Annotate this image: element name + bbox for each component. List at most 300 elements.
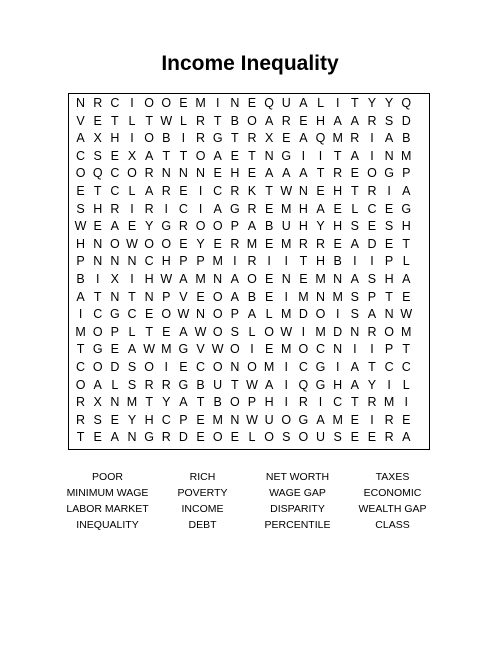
grid-letter: A <box>179 271 188 286</box>
grid-letter: O <box>195 219 206 234</box>
grid-letter: T <box>265 183 273 198</box>
grid-letter: P <box>76 254 85 269</box>
grid-letter: P <box>162 289 171 304</box>
grid-letter: E <box>144 307 154 322</box>
grid-letter: E <box>264 342 274 357</box>
grid-letter: N <box>110 395 120 410</box>
grid-letter: R <box>384 430 394 445</box>
grid-letter: E <box>110 342 120 357</box>
grid-letter: O <box>264 430 274 445</box>
grid-letter: R <box>350 131 360 146</box>
grid-letter: P <box>247 395 257 410</box>
grid-letter: I <box>164 359 169 374</box>
grid-letter: I <box>318 148 323 163</box>
grid-letter: O <box>212 324 223 339</box>
grid-letter: I <box>284 395 288 410</box>
grid-letter: G <box>315 377 326 392</box>
grid-letter: N <box>213 271 223 286</box>
grid-letter: E <box>76 183 85 198</box>
grid-letter: C <box>178 201 188 216</box>
grid-letter: N <box>264 148 274 163</box>
grid-letter: L <box>128 324 136 339</box>
grid-letter: Q <box>315 131 326 146</box>
grid-letter: O <box>247 271 257 286</box>
grid-letter: O <box>212 219 223 234</box>
grid-letter: I <box>267 254 271 269</box>
puzzle-title: Income Inequality <box>161 52 339 75</box>
grid-letter: C <box>298 359 308 374</box>
grid-letter: R <box>178 219 188 234</box>
grid-letter: E <box>350 166 359 181</box>
grid-letter: D <box>401 113 411 128</box>
word-list-item: LABOR MARKET <box>66 503 149 515</box>
word-list-item: CLASS <box>375 519 410 531</box>
grid-letter: R <box>110 201 120 216</box>
grid-letter: G <box>109 307 120 322</box>
grid-letter: O <box>161 236 172 251</box>
grid-letter: G <box>161 219 172 234</box>
grid-letter: E <box>179 96 188 110</box>
grid-letter: E <box>299 113 308 128</box>
word-list-item: TAXES <box>375 471 410 483</box>
grid-letter: H <box>230 166 240 181</box>
grid-letter: N <box>230 412 240 427</box>
grid-letter: I <box>198 201 203 216</box>
grid-row <box>72 377 432 395</box>
grid-letter: E <box>247 96 257 110</box>
grid-letter: T <box>145 324 153 339</box>
grid-letter: E <box>282 131 291 146</box>
grid-letter: A <box>110 430 120 445</box>
grid-letter: Y <box>384 96 394 110</box>
grid-letter: A <box>402 183 411 198</box>
grid-letter: R <box>333 166 343 181</box>
grid-letter: G <box>401 201 412 216</box>
grid-letter: N <box>384 307 394 322</box>
letter-grid <box>72 95 432 447</box>
grid-letter: I <box>370 342 374 357</box>
grid-letter: L <box>128 183 136 198</box>
grid-letter: A <box>333 113 342 128</box>
grid-letter: A <box>247 307 257 322</box>
grid-letter: W <box>280 183 293 198</box>
grid-letter: Q <box>264 96 274 110</box>
grid-letter: A <box>213 148 222 163</box>
grid-letter: M <box>383 395 395 410</box>
grid-letter: T <box>351 96 359 110</box>
grid-letter: O <box>144 359 154 374</box>
grid-letter: H <box>316 254 326 269</box>
grid-letter: C <box>127 307 137 322</box>
grid-letter: I <box>353 254 357 269</box>
grid-letter: I <box>284 254 288 269</box>
grid-letter: A <box>230 289 239 304</box>
grid-letter: A <box>264 166 274 181</box>
grid-letter: O <box>161 307 172 322</box>
grid-letter: I <box>198 183 203 198</box>
grid-letter: H <box>76 236 86 251</box>
grid-letter: O <box>75 377 86 392</box>
grid-letter: M <box>315 271 326 286</box>
grid-letter: B <box>402 131 411 146</box>
grid-letter: C <box>76 359 86 374</box>
grid-letter: A <box>264 377 274 392</box>
grid-letter: C <box>110 183 120 198</box>
grid-letter: L <box>179 113 187 128</box>
grid-letter: R <box>196 131 206 146</box>
grid-letter: N <box>350 324 360 339</box>
grid-letter: Q <box>401 96 412 110</box>
grid-row <box>72 394 432 412</box>
grid-letter: P <box>384 254 394 269</box>
grid-letter: W <box>74 219 87 234</box>
grid-letter: N <box>127 254 137 269</box>
grid-letter: L <box>351 201 359 216</box>
grid-letter: L <box>265 307 273 322</box>
grid-letter: B <box>333 254 342 269</box>
grid-letter: N <box>298 183 308 198</box>
grid-letter: G <box>144 430 154 445</box>
grid-letter: A <box>367 307 377 322</box>
grid-letter: T <box>179 148 188 163</box>
grid-letter: I <box>130 201 134 216</box>
grid-letter: R <box>247 131 257 146</box>
grid-letter: H <box>298 219 308 234</box>
grid-letter: H <box>264 395 274 410</box>
grid-letter: P <box>367 289 377 304</box>
grid-letter: O <box>144 236 154 251</box>
grid-letter: E <box>162 324 171 339</box>
grid-letter: E <box>333 201 342 216</box>
grid-letter: P <box>110 324 120 339</box>
grid-letter: S <box>350 219 359 234</box>
grid-letter: T <box>145 113 153 128</box>
grid-letter: G <box>298 412 309 427</box>
grid-row <box>72 113 432 131</box>
grid-letter: H <box>144 271 154 286</box>
grid-letter: R <box>93 96 103 110</box>
grid-letter: S <box>367 271 377 286</box>
word-list-item: WAGE GAP <box>269 487 326 499</box>
word-list <box>60 470 440 533</box>
grid-letter: S <box>384 113 394 128</box>
grid-row <box>72 201 432 219</box>
grid-letter: U <box>281 219 291 234</box>
grid-letter: O <box>92 359 103 374</box>
grid-letter: L <box>402 254 410 269</box>
grid-letter: T <box>351 183 359 198</box>
grid-letter: A <box>127 342 137 357</box>
grid-letter: O <box>109 236 120 251</box>
grid-letter: R <box>298 395 308 410</box>
grid-letter: H <box>316 113 326 128</box>
grid-letter: W <box>194 324 207 339</box>
grid-row <box>72 289 432 307</box>
grid-letter: M <box>212 254 223 269</box>
grid-letter: R <box>144 201 154 216</box>
grid-letter: T <box>213 113 222 128</box>
word-list-item: ECONOMIC <box>363 487 422 499</box>
grid-row <box>72 306 432 324</box>
grid-letter: R <box>230 183 240 198</box>
grid-letter: E <box>264 236 274 251</box>
grid-letter: G <box>178 377 189 392</box>
word-list-item: DEBT <box>188 519 217 531</box>
grid-letter: S <box>93 148 102 163</box>
grid-letter: I <box>95 271 100 286</box>
grid-letter: Y <box>144 219 154 234</box>
grid-letter: R <box>367 395 377 410</box>
grid-letter: T <box>402 236 411 251</box>
grid-letter: O <box>229 342 240 357</box>
grid-letter: O <box>92 324 103 339</box>
grid-letter: I <box>181 131 186 146</box>
grid-letter: W <box>160 271 173 286</box>
grid-letter: E <box>384 201 394 216</box>
grid-letter: T <box>145 395 153 410</box>
word-list-item: DISPARITY <box>270 503 325 515</box>
grid-letter: T <box>196 395 205 410</box>
grid-letter: I <box>250 342 254 357</box>
grid-letter: O <box>264 324 274 339</box>
grid-letter: A <box>299 131 308 146</box>
grid-letter: E <box>196 412 205 427</box>
grid-letter: H <box>93 201 103 216</box>
grid-letter: P <box>179 412 188 427</box>
grid-letter: R <box>367 183 377 198</box>
grid-letter: R <box>384 412 394 427</box>
grid-letter: C <box>401 359 411 374</box>
grid-letter: G <box>229 201 240 216</box>
grid-letter: D <box>178 430 188 445</box>
grid-letter: I <box>335 307 340 322</box>
grid-letter: A <box>402 430 411 445</box>
grid-letter: T <box>299 254 308 269</box>
grid-letter: V <box>196 342 205 357</box>
grid-letter: M <box>263 359 275 374</box>
grid-letter: I <box>353 342 357 357</box>
grid-letter: N <box>333 342 343 357</box>
grid-letter: M <box>281 307 292 322</box>
grid-letter: H <box>384 271 394 286</box>
grid-letter: R <box>161 430 171 445</box>
grid-letter: H <box>161 254 171 269</box>
grid-letter: I <box>387 183 391 198</box>
grid-letter: C <box>93 307 103 322</box>
word-list-item: RICH <box>189 471 216 483</box>
grid-letter: H <box>333 219 343 234</box>
grid-letter: M <box>298 289 309 304</box>
grid-letter: M <box>281 342 292 357</box>
grid-letter: I <box>370 131 374 146</box>
word-list-item: PERCENTILE <box>264 519 331 531</box>
grid-letter: A <box>350 359 359 374</box>
grid-letter: O <box>212 307 223 322</box>
grid-letter: P <box>402 166 411 181</box>
grid-letter: E <box>179 183 188 198</box>
grid-letter: H <box>333 183 343 198</box>
grid-letter: C <box>76 148 86 163</box>
grid-letter: Q <box>298 377 309 392</box>
grid-letter: W <box>126 236 138 251</box>
grid-letter: A <box>213 201 222 216</box>
grid-letter: N <box>93 254 103 269</box>
grid-letter: A <box>350 377 359 392</box>
grid-letter: A <box>264 113 274 128</box>
grid-letter: E <box>93 113 102 128</box>
grid-letter: N <box>196 307 206 322</box>
grid-letter: B <box>213 395 222 410</box>
grid-letter: O <box>298 342 309 357</box>
grid-letter: I <box>284 359 288 374</box>
grid-letter: O <box>144 96 154 110</box>
grid-letter: N <box>76 96 86 110</box>
grid-letter: E <box>230 430 239 445</box>
grid-letter: A <box>282 166 291 181</box>
grid-letter: O <box>212 289 223 304</box>
grid-letter: S <box>350 289 359 304</box>
grid-letter: T <box>368 359 376 374</box>
grid-letter: W <box>211 342 224 357</box>
grid-letter: E <box>367 219 377 234</box>
grid-row <box>72 271 432 289</box>
grid-letter: R <box>196 113 206 128</box>
grid-letter: T <box>316 166 325 181</box>
grid-letter: A <box>76 131 85 146</box>
grid-letter: O <box>315 307 326 322</box>
grid-letter: C <box>333 395 343 410</box>
grid-letter: A <box>144 183 154 198</box>
grid-letter: U <box>264 412 274 427</box>
grid-letter: R <box>367 113 377 128</box>
grid-letter: E <box>127 219 137 234</box>
grid-letter: D <box>367 236 377 251</box>
grid-letter: M <box>332 131 343 146</box>
grid-letter: B <box>230 113 239 128</box>
grid-letter: O <box>384 324 394 339</box>
grid-letter: Y <box>316 219 325 234</box>
grid-letter: T <box>76 430 85 445</box>
word-list-item: POVERTY <box>177 487 228 499</box>
grid-letter: S <box>127 359 137 374</box>
grid-letter: T <box>333 148 342 163</box>
grid-row <box>72 429 432 447</box>
grid-letter: X <box>93 395 102 410</box>
grid-letter: E <box>367 430 377 445</box>
word-list-item: POOR <box>92 471 123 483</box>
grid-letter: N <box>333 271 343 286</box>
grid-letter: D <box>298 307 308 322</box>
grid-letter: N <box>196 166 206 181</box>
grid-letter: E <box>333 236 342 251</box>
grid-letter: M <box>195 271 206 286</box>
grid-letter: N <box>316 289 326 304</box>
grid-letter: O <box>247 113 257 128</box>
grid-letter: I <box>78 307 83 322</box>
grid-letter: I <box>215 96 220 110</box>
grid-letter: A <box>350 113 359 128</box>
grid-letter: A <box>247 219 257 234</box>
grid-letter: E <box>247 166 257 181</box>
grid-letter: C <box>110 166 120 181</box>
grid-row <box>72 183 432 201</box>
grid-letter: A <box>230 271 239 286</box>
grid-letter: T <box>248 148 256 163</box>
grid-letter: R <box>161 377 171 392</box>
grid-letter: I <box>284 289 288 304</box>
grid-letter: E <box>93 219 102 234</box>
grid-letter: X <box>110 271 120 286</box>
grid-letter: L <box>317 96 325 110</box>
grid-letter: R <box>230 236 240 251</box>
grid-letter: I <box>387 377 391 392</box>
grid-letter: Y <box>367 377 377 392</box>
grid-letter: C <box>316 342 326 357</box>
grid-letter: T <box>385 289 393 304</box>
grid-letter: S <box>282 430 291 445</box>
grid-letter: M <box>246 236 258 251</box>
grid-letter: O <box>229 395 240 410</box>
word-list-item: NET WORTH <box>265 471 330 483</box>
grid-letter: P <box>179 254 188 269</box>
grid-row <box>72 218 432 236</box>
grid-letter: I <box>370 254 374 269</box>
grid-letter: E <box>110 148 120 163</box>
word-list-item: INCOME <box>181 503 224 515</box>
grid-row <box>72 412 432 430</box>
grid-letter: S <box>127 377 137 392</box>
grid-letter: Y <box>196 236 205 251</box>
grid-letter: D <box>333 324 343 339</box>
grid-letter: E <box>299 271 308 286</box>
grid-letter: A <box>299 166 308 181</box>
grid-letter: W <box>246 412 258 427</box>
grid-letter: O <box>127 166 137 181</box>
grid-letter: A <box>402 271 411 286</box>
grid-row <box>72 341 432 359</box>
grid-letter: R <box>144 377 154 392</box>
grid-letter: E <box>264 201 274 216</box>
grid-letter: R <box>247 254 257 269</box>
grid-letter: T <box>162 148 171 163</box>
grid-letter: O <box>195 148 206 163</box>
grid-row <box>72 165 432 183</box>
grid-letter: E <box>350 412 359 427</box>
grid-letter: C <box>110 96 120 110</box>
grid-letter: T <box>402 342 411 357</box>
grid-letter: N <box>230 359 240 374</box>
grid-letter: P <box>384 342 394 357</box>
grid-letter: E <box>110 412 120 427</box>
grid-letter: W <box>160 113 173 128</box>
grid-letter: A <box>76 289 85 304</box>
grid-letter: I <box>370 148 374 163</box>
grid-letter: S <box>93 412 102 427</box>
grid-letter: N <box>230 96 240 110</box>
grid-letter: O <box>367 166 377 181</box>
grid-letter: E <box>264 271 274 286</box>
grid-letter: O <box>212 430 223 445</box>
grid-letter: I <box>301 324 306 339</box>
grid-letter: I <box>404 395 408 410</box>
grid-letter: H <box>110 131 120 146</box>
word-list-item: WEALTH GAP <box>358 503 427 515</box>
grid-letter: M <box>212 412 223 427</box>
grid-letter: C <box>196 359 206 374</box>
grid-letter: A <box>384 131 394 146</box>
grid-letter: T <box>231 131 239 146</box>
grid-letter: R <box>144 166 154 181</box>
